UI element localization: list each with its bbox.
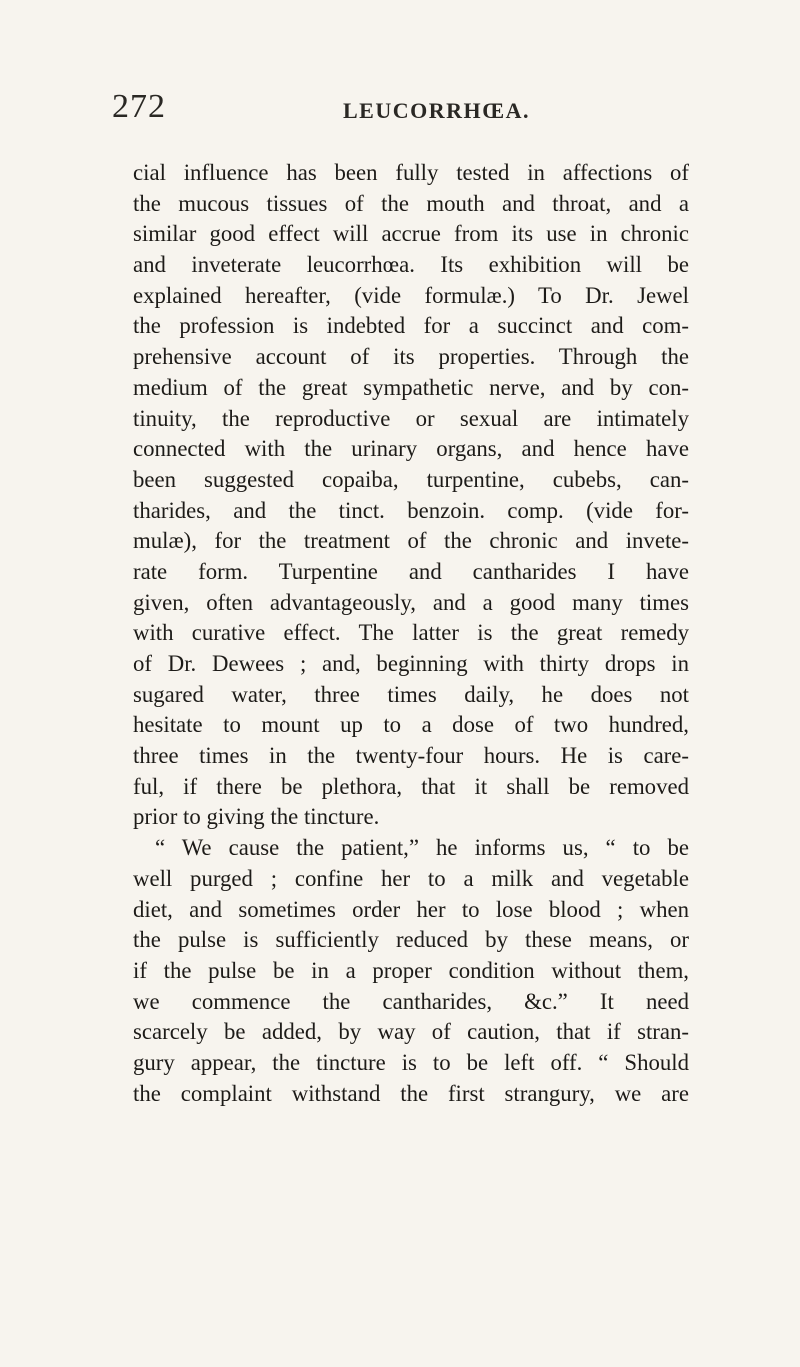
text-line: ful, if there be plethora, that it shall be removed — [133, 773, 689, 799]
text-line: hesitate to mount up to a dose of two hundred, — [133, 712, 689, 738]
text-line: well purged ; confine her to a milk and vegetable — [133, 865, 689, 891]
text-line: given, often advantageously, and a good many times — [133, 589, 689, 615]
text-line: we commence the cantharides, &c.” It need — [133, 988, 689, 1014]
text-line: “ We cause the patient,” he informs us, “ to be — [155, 835, 689, 861]
text-line: rate form. Turpentine and cantharides I have — [133, 558, 689, 584]
text-line: and inveterate leucorrhœa. Its exhibition will be — [133, 252, 689, 278]
text-line: cial influence has been fully tested in affections of — [133, 160, 689, 185]
text-line: the profession is indebted for a succinct and com- — [133, 313, 689, 339]
text-line: explained hereafter, (vide formulæ.) To Dr. Jewel — [133, 282, 689, 308]
text-line: sugared water, three times daily, he does not — [133, 681, 689, 707]
text-line: the pulse is sufficiently reduced by these means, or — [133, 927, 689, 953]
text-line: the complaint withstand the first strangury, we are — [133, 1080, 689, 1106]
text-line: been suggested copaiba, turpentine, cubebs, can- — [133, 466, 689, 492]
text-line: prior to giving the tincture. — [133, 804, 380, 830]
text-line: if the pulse be in a proper condition without them, — [133, 957, 689, 983]
text-line: with curative effect. The latter is the great remedy — [133, 620, 689, 646]
text-line: the mucous tissues of the mouth and throat, and a — [133, 190, 689, 216]
body-text — [133, 158, 689, 1109]
text-line: medium of the great sympathetic nerve, and by con- — [133, 374, 689, 400]
text-line: similar good effect will accrue from its use in chronic — [133, 221, 689, 247]
text-line: mulæ), for the treatment of the chronic and invete- — [133, 528, 689, 554]
text-line: prehensive account of its properties. Through the — [133, 344, 689, 370]
text-line: tharides, and the tinct. benzoin. comp. (vide for- — [133, 497, 689, 523]
text-line: three times in the twenty-four hours. He is care- — [133, 743, 689, 769]
page-number: 272 — [112, 88, 166, 125]
running-title: LEUCORRHŒA. — [343, 98, 531, 123]
text-line: gury appear, the tincture is to be left off. “ Should — [133, 1049, 689, 1075]
text-line: of Dr. Dewees ; and, beginning with thirty drops in — [133, 651, 689, 676]
text-line: scarcely be added, by way of caution, that if stran- — [133, 1019, 689, 1045]
text-line: tinuity, the reproductive or sexual are intimately — [133, 405, 689, 431]
text-line: diet, and sometimes order her to lose blood ; when — [133, 896, 689, 922]
text-line: connected with the urinary organs, and hence have — [133, 436, 689, 462]
